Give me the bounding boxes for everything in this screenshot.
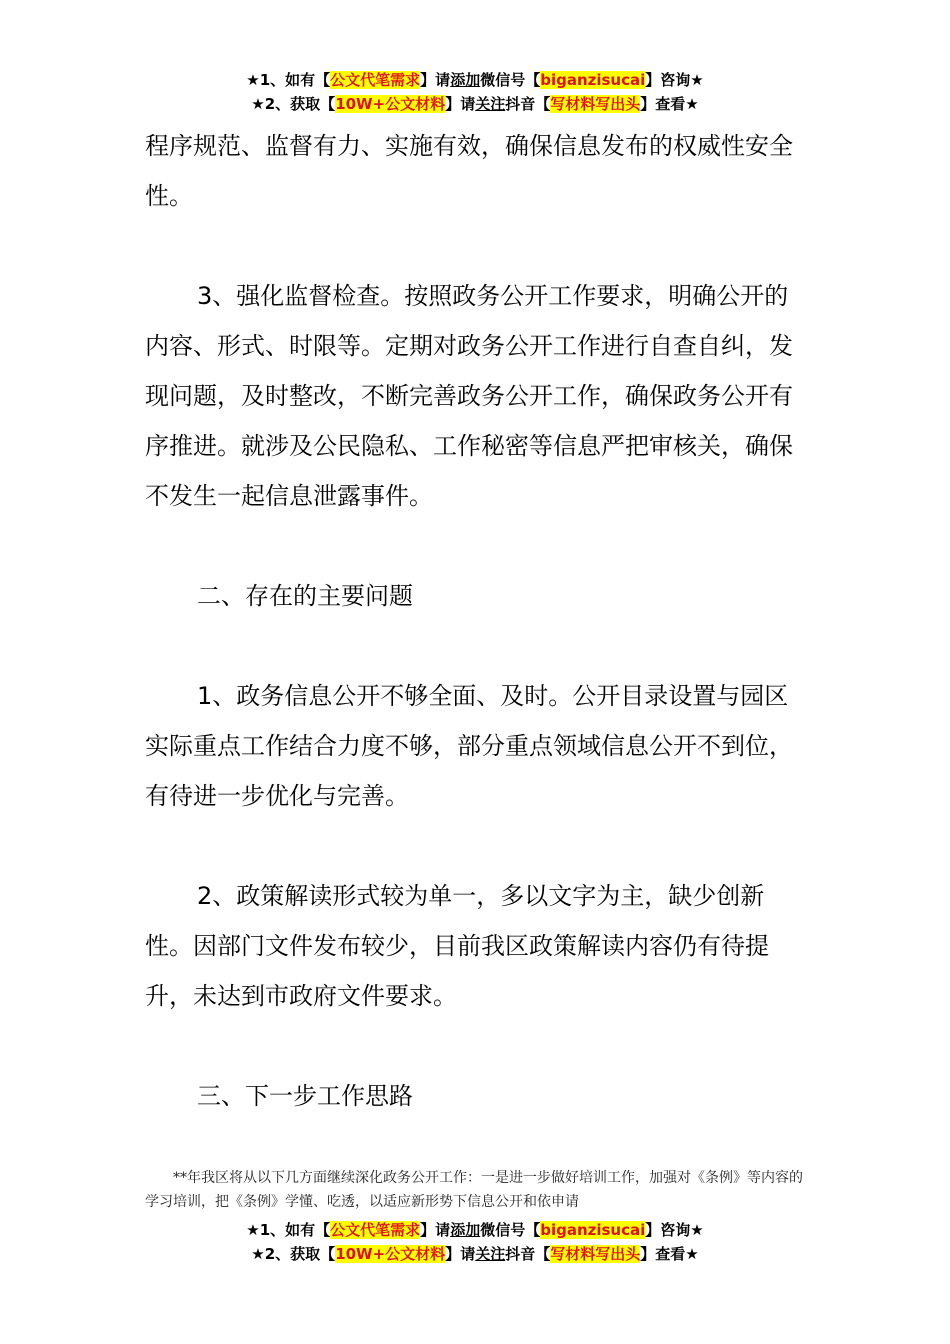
footnote-text: **年我区将从以下几方面继续深化政务公开工作：一是进一步做好培训工作，加强对《条例》等内容的学习培训，把《条例》学懂、吃透，以适应新形势下信息公开和依申请 (145, 1170, 803, 1210)
banner-text: 抖音【 (505, 1245, 551, 1263)
banner-text: 】咨询★ (645, 71, 704, 89)
banner-text: 】查看★ (640, 95, 699, 113)
banner-text: 】请 (420, 71, 451, 89)
banner-highlight: 写材料写出头 (550, 1245, 641, 1263)
banner-highlight: 10W+公文材料 (335, 1245, 446, 1263)
banner-highlight: biganzisucai (540, 1221, 646, 1239)
banner-text: 】请 (445, 95, 476, 113)
banner-text: 微信号【 (480, 71, 541, 89)
paragraph-supervision: 3、强化监督检查。按照政务公开工作要求，明确公开的内容、形式、时限等。定期对政务公开工作进行自查自纠，发现问题，及时整改，不断完善政务公开工作，确保政务公开有序推进。就涉及公民隐私、工作秘密等信息严把审核关，确保不发生一起信息泄露事件。 (145, 282, 793, 510)
section-heading-next-steps: 三、下一步工作思路 (197, 1082, 413, 1110)
paragraph-problem-1: 1、政务信息公开不够全面、及时。公开目录设置与园区实际重点工作结合力度不够，部分重点领域信息公开不到位，有待进一步优化与完善。 (145, 682, 793, 810)
banner-underlined: 添加 (450, 71, 481, 89)
bottom-banner-line-2 (0, 1242, 950, 1266)
banner-highlight: biganzisucai (540, 71, 646, 89)
banner-highlight: 10W+公文材料 (335, 95, 446, 113)
banner-text: ★1、如有【 (246, 1221, 331, 1239)
banner-underlined: 关注 (475, 1245, 506, 1263)
top-banner-line-2 (0, 92, 950, 116)
paragraph-continuation: 程序规范、监督有力、实施有效，确保信息发布的权威性安全性。 (145, 132, 793, 210)
top-banner-line-1 (0, 68, 950, 92)
banner-highlight: 写材料写出头 (550, 95, 641, 113)
banner-underlined: 添加 (450, 1221, 481, 1239)
banner-text: ★1、如有【 (246, 71, 331, 89)
banner-text: ★2、获取【 (251, 1245, 336, 1263)
paragraph-problem-2: 2、政策解读形式较为单一，多以文字为主，缺少创新性。因部门文件发布较少，目前我区政策解读内容仍有待提升，未达到市政府文件要求。 (145, 882, 769, 1010)
banner-text: 】咨询★ (645, 1221, 704, 1239)
banner-text: ★2、获取【 (251, 95, 336, 113)
banner-text: 】查看★ (640, 1245, 699, 1263)
document-body (145, 121, 810, 1121)
banner-text: 】请 (445, 1245, 476, 1263)
banner-text: 】请 (420, 1221, 451, 1239)
bottom-banner-line-1 (0, 1218, 950, 1242)
banner-highlight: 公文代笔需求 (330, 71, 421, 89)
banner-text: 抖音【 (505, 95, 551, 113)
banner-highlight: 公文代笔需求 (330, 1221, 421, 1239)
section-heading-problems: 二、存在的主要问题 (197, 582, 413, 610)
banner-underlined: 关注 (475, 95, 506, 113)
banner-text: 微信号【 (480, 1221, 541, 1239)
